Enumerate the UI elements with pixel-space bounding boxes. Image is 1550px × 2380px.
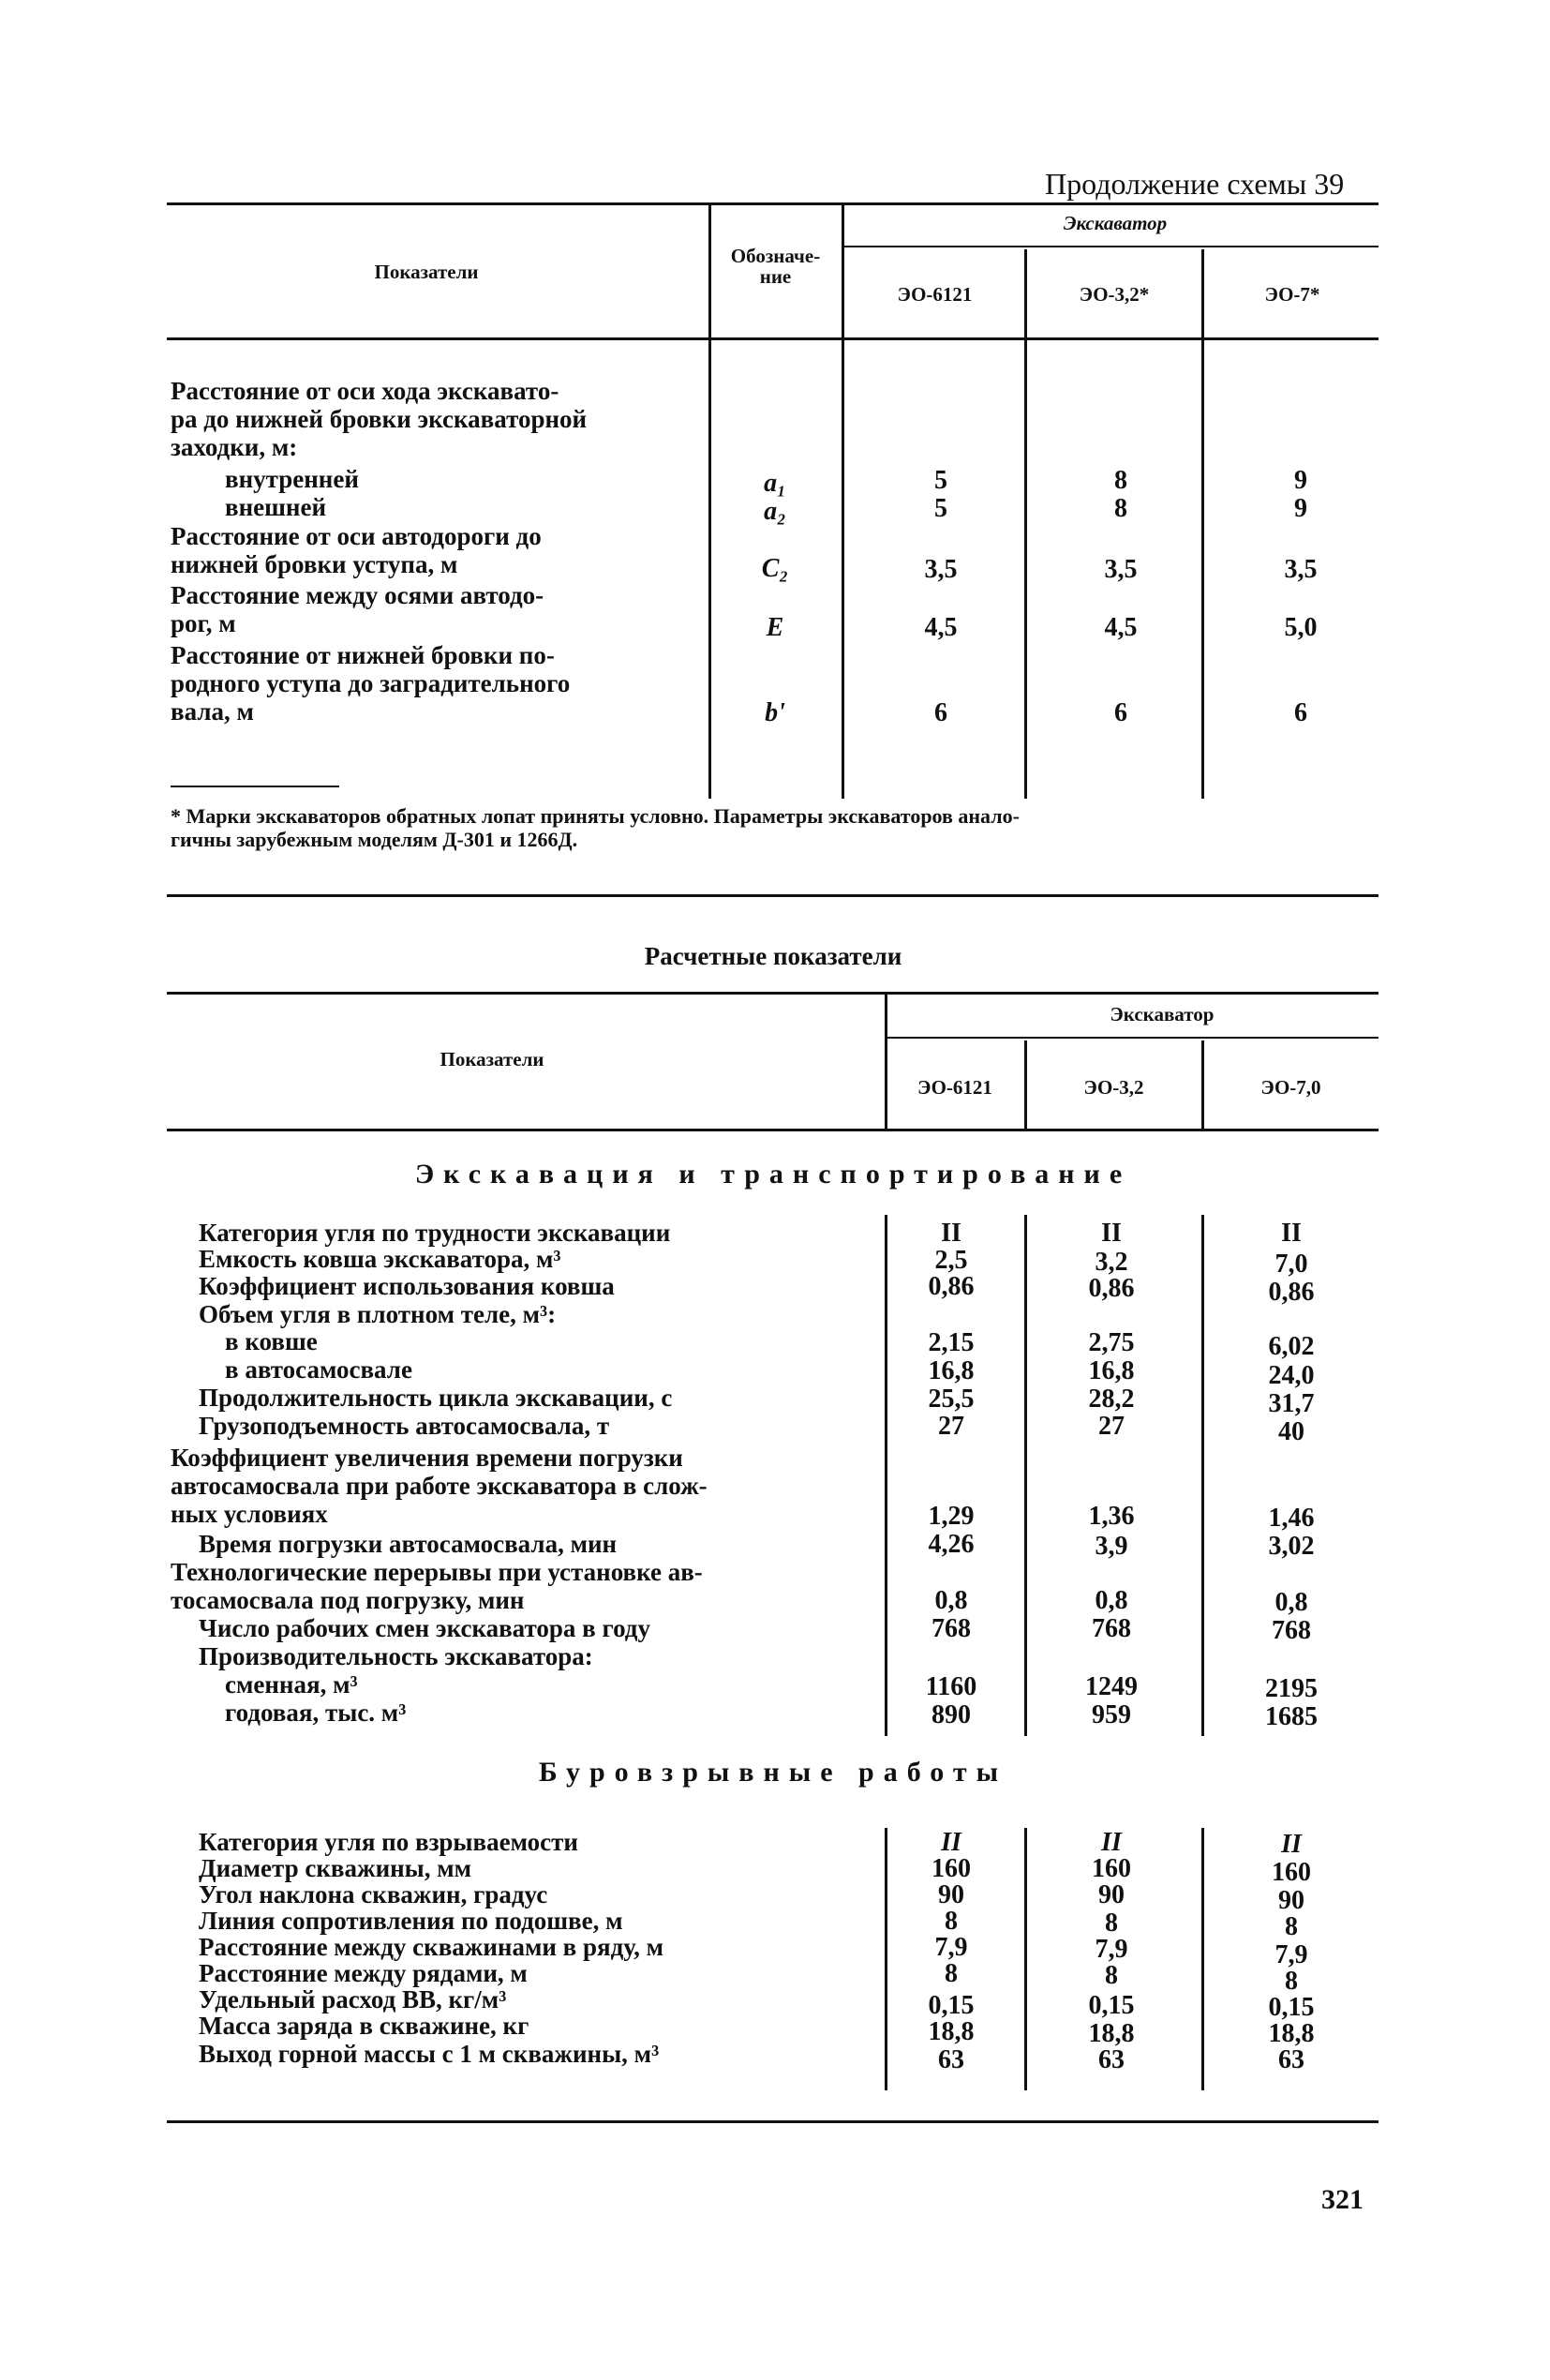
table2-row-label: Масса заряда в скважине, кг (199, 2012, 529, 2040)
table2-row-label: Удельный расход ВВ, кг/м³ (199, 1985, 507, 2013)
table2-cell: II (941, 1219, 961, 1248)
table1-symbol: b' (765, 698, 785, 727)
table2-cell: 31,7 (1268, 1389, 1315, 1418)
table2-cell: 18,8 (1268, 2019, 1315, 2048)
table2-cell: II (941, 1828, 961, 1857)
table2-row-label: Продолжительность цикла экскавации, с (199, 1384, 673, 1412)
table2-row-label: Коэффициент увеличения времени погрузки автосамосвала при работе экскаватора в слож- ных условиях (171, 1444, 708, 1528)
table2-row-label: Объем угля в плотном теле, м³: (199, 1300, 557, 1328)
table2-cell: 4,26 (928, 1530, 975, 1559)
table2-cell: 160 (931, 1854, 971, 1883)
table2-row-label: Выход горной массы с 1 м скважины, м³ (199, 2040, 660, 2068)
footnote-rule (171, 786, 339, 787)
table2-cell: 8 (1285, 1967, 1298, 1996)
table1-excavator-rule (842, 246, 1379, 247)
table2-bottom-rule (167, 2120, 1379, 2123)
section-heading: Буровзрывные работы (538, 1757, 1008, 1788)
table1-header-indicator: Показатели (374, 261, 479, 283)
table1-symbol: E (766, 613, 784, 642)
table2-col-divider (1024, 1215, 1027, 1736)
table2-cell: 90 (1098, 1880, 1125, 1909)
table2-title: Расчетные показатели (644, 942, 902, 970)
table1-col-divider (1201, 249, 1204, 799)
table2-cell: 0,86 (1268, 1278, 1315, 1307)
table2-col-divider (1201, 1215, 1204, 1736)
table1-cell: 6 (934, 698, 947, 727)
table2-cell: 7,9 (1095, 1935, 1128, 1964)
table2-row-label: Линия сопротивления по подошве, м (199, 1907, 623, 1935)
table1-cell: 8 (1114, 466, 1127, 495)
table2-cell: 1,29 (928, 1502, 975, 1531)
table1-col-divider (708, 204, 711, 799)
table2-cell: II (1101, 1828, 1122, 1857)
table2-cell: 8 (1105, 1961, 1118, 1990)
table2-col-divider (1024, 1040, 1027, 1130)
table2-col-divider (1024, 1828, 1027, 2090)
table2-excavator-rule (885, 1037, 1379, 1039)
table1-header-designation: Обозначе- ние (730, 245, 821, 288)
table2-header-excavator: Экскаватор (1110, 1003, 1215, 1025)
table2-row-label: Диаметр скважины, мм (199, 1854, 472, 1882)
table2-row-label: Число рабочих смен экскаватора в году (199, 1614, 650, 1642)
table1-row-label: внешней (225, 493, 327, 521)
table1-model-2: ЭО-3,2* (1079, 283, 1150, 306)
table2-cell: 768 (1272, 1616, 1311, 1645)
table1-bottom-rule (167, 894, 1379, 897)
table2-cell: 768 (931, 1614, 971, 1643)
table2-col-divider (885, 1828, 887, 2090)
table2-row-label: Производительность экскаватора: (199, 1642, 593, 1670)
table2-row-label: Категория угля по взрываемости (199, 1828, 578, 1856)
table2-cell: 768 (1092, 1614, 1131, 1643)
continuation-caption: Продолжение схемы 39 (1045, 167, 1345, 201)
table2-cell: 7,9 (934, 1933, 968, 1962)
table2-cell: II (1281, 1830, 1302, 1859)
table2-cell: 8 (1105, 1908, 1118, 1938)
table1-cell: 8 (1114, 494, 1127, 523)
table1-cell: 4,5 (1104, 613, 1138, 642)
table1-header-rule (167, 337, 1379, 340)
page-number: 321 (1321, 2184, 1364, 2215)
table2-cell: 0,8 (1095, 1586, 1128, 1615)
table2-cell: 8 (945, 1907, 958, 1936)
table1-cell: 5 (934, 466, 947, 495)
table1-symbol: a₂ (764, 497, 786, 526)
table2-cell: 16,8 (1088, 1356, 1135, 1385)
table1-row-label: Расстояние между осями автодо- рог, м (171, 581, 544, 637)
table1-cell: 4,5 (924, 613, 958, 642)
table2-cell: 25,5 (928, 1385, 975, 1414)
table1-cell: 9 (1294, 466, 1307, 495)
section-heading: Экскавация и транспортирование (414, 1159, 1132, 1190)
table2-col-divider (1201, 1828, 1204, 2090)
table1-cell: 3,5 (1104, 555, 1138, 584)
table2-cell: 3,9 (1095, 1532, 1128, 1561)
table2-row-label: в автосамосвале (225, 1355, 412, 1384)
table1-row-label: внутренней (225, 465, 359, 493)
table2-model-1: ЭО-6121 (917, 1076, 992, 1099)
table2-cell: 160 (1092, 1854, 1131, 1883)
table1-model-3: ЭО-7* (1264, 283, 1320, 306)
table2-row-label: годовая, тыс. м³ (225, 1699, 407, 1727)
table2-row-label: Грузоподъемность автосамосвала, т (199, 1412, 610, 1440)
table2-cell: 63 (938, 2045, 964, 2074)
table2-cell: 24,0 (1268, 1361, 1315, 1390)
table1-footnote: * Марки экскаваторов обратных лопат приняты условно. Параметры экскаваторов анало- гичны зарубежным моделям Д-301 и 1266Д. (171, 804, 1020, 851)
table2-cell: 0,86 (1088, 1274, 1135, 1303)
table2-cell: 890 (931, 1700, 971, 1729)
table2-cell: 6,02 (1268, 1332, 1315, 1361)
table2-row-label: сменная, м³ (225, 1670, 358, 1699)
table2-cell: 8 (945, 1959, 958, 1988)
table2-cell: 0,15 (928, 1991, 975, 2020)
table2-row-label: Коэффициент использования ковша (199, 1272, 615, 1300)
table1-cell: 3,5 (1284, 555, 1318, 584)
table2-cell: 18,8 (1088, 2019, 1135, 2048)
table2-cell: 0,8 (1274, 1588, 1308, 1617)
table1-row-label: Расстояние от нижней бровки по- родного уступа до заградительного вала, м (171, 641, 571, 726)
table2-cell: 160 (1272, 1858, 1311, 1887)
table2-cell: 2195 (1265, 1674, 1318, 1703)
table2-cell: 1685 (1265, 1702, 1318, 1731)
table2-cell: 1160 (925, 1672, 977, 1701)
table2-header-rule (167, 1129, 1379, 1131)
table1-cell: 6 (1294, 698, 1307, 727)
table2-row-label: Категория угля по трудности экскавации (199, 1219, 671, 1247)
table2-cell: 2,15 (928, 1328, 975, 1357)
table1-cell: 3,5 (924, 555, 958, 584)
table2-cell: 27 (938, 1412, 964, 1441)
table2-cell: 1,46 (1268, 1504, 1315, 1533)
table2-row-label: Технологические перерывы при установке ав- тосамосвала под погрузку, мин (171, 1558, 703, 1614)
table2-cell: 0,15 (1268, 1993, 1315, 2022)
table1-cell: 5 (934, 494, 947, 523)
table2-cell: 28,2 (1088, 1385, 1135, 1414)
table2-cell: 16,8 (928, 1356, 975, 1385)
table2-row-label: Время погрузки автосамосвала, мин (199, 1530, 618, 1558)
table2-cell: II (1101, 1219, 1122, 1248)
table2-model-2: ЭО-3,2 (1083, 1076, 1144, 1099)
table2-col-divider (885, 994, 887, 1130)
table2-col-divider (885, 1215, 887, 1736)
table2-cell: 63 (1278, 2045, 1304, 2074)
table2-row-label: Емкость ковша экскаватора, м³ (199, 1245, 561, 1273)
table2-row-label: Расстояние между рядами, м (199, 1959, 528, 1987)
table2-cell: 0,15 (1088, 1991, 1135, 2020)
table2-header-indicator: Показатели (440, 1048, 544, 1070)
table2-cell: 3,2 (1095, 1248, 1128, 1277)
table2-cell: 8 (1285, 1912, 1298, 1941)
table2-cell: 1249 (1085, 1672, 1138, 1701)
table1-cell: 5,0 (1284, 613, 1318, 642)
table2-cell: 7,0 (1274, 1250, 1308, 1279)
table2-top-rule (167, 992, 1379, 995)
table2-cell: 63 (1098, 2045, 1125, 2074)
table2-cell: 3,02 (1268, 1532, 1315, 1561)
table1-col-divider (842, 204, 844, 799)
table2-cell: 7,9 (1274, 1940, 1308, 1969)
table1-header-excavator: Экскаватор (1063, 212, 1168, 234)
table2-cell: 959 (1092, 1700, 1131, 1729)
table2-cell: 2,5 (934, 1246, 968, 1275)
table2-cell: 0,86 (928, 1272, 975, 1301)
table2-col-divider (1201, 1040, 1204, 1130)
table2-cell: 27 (1098, 1412, 1125, 1441)
table1-model-1: ЭО-6121 (897, 283, 973, 306)
table1-symbol: a₁ (764, 469, 786, 498)
table2-cell: 40 (1278, 1417, 1304, 1446)
table2-cell: II (1281, 1219, 1302, 1248)
table2-row-label: в ковше (225, 1327, 318, 1355)
table2-cell: 0,8 (934, 1586, 968, 1615)
table1-row-label: Расстояние от оси автодороги до нижней бровки уступа, м (171, 522, 542, 578)
table2-cell: 18,8 (928, 2017, 975, 2046)
table1-cell: 9 (1294, 494, 1307, 523)
table1-cell: 6 (1114, 698, 1127, 727)
table2-cell: 2,75 (1088, 1328, 1135, 1357)
table1-row-label: Расстояние от оси хода экскавато- ра до нижней бровки экскаваторной заходки, м: (171, 377, 588, 461)
table2-cell: 90 (1278, 1886, 1304, 1915)
table1-top-rule (167, 202, 1379, 205)
table2-row-label: Расстояние между скважинами в ряду, м (199, 1933, 663, 1961)
table2-model-3: ЭО-7,0 (1260, 1076, 1321, 1099)
table1-symbol: C₂ (761, 554, 789, 583)
table2-row-label: Угол наклона скважин, градус (199, 1880, 548, 1908)
table2-cell: 1,36 (1088, 1502, 1135, 1531)
table1-col-divider (1024, 249, 1027, 799)
table2-cell: 90 (938, 1880, 964, 1909)
